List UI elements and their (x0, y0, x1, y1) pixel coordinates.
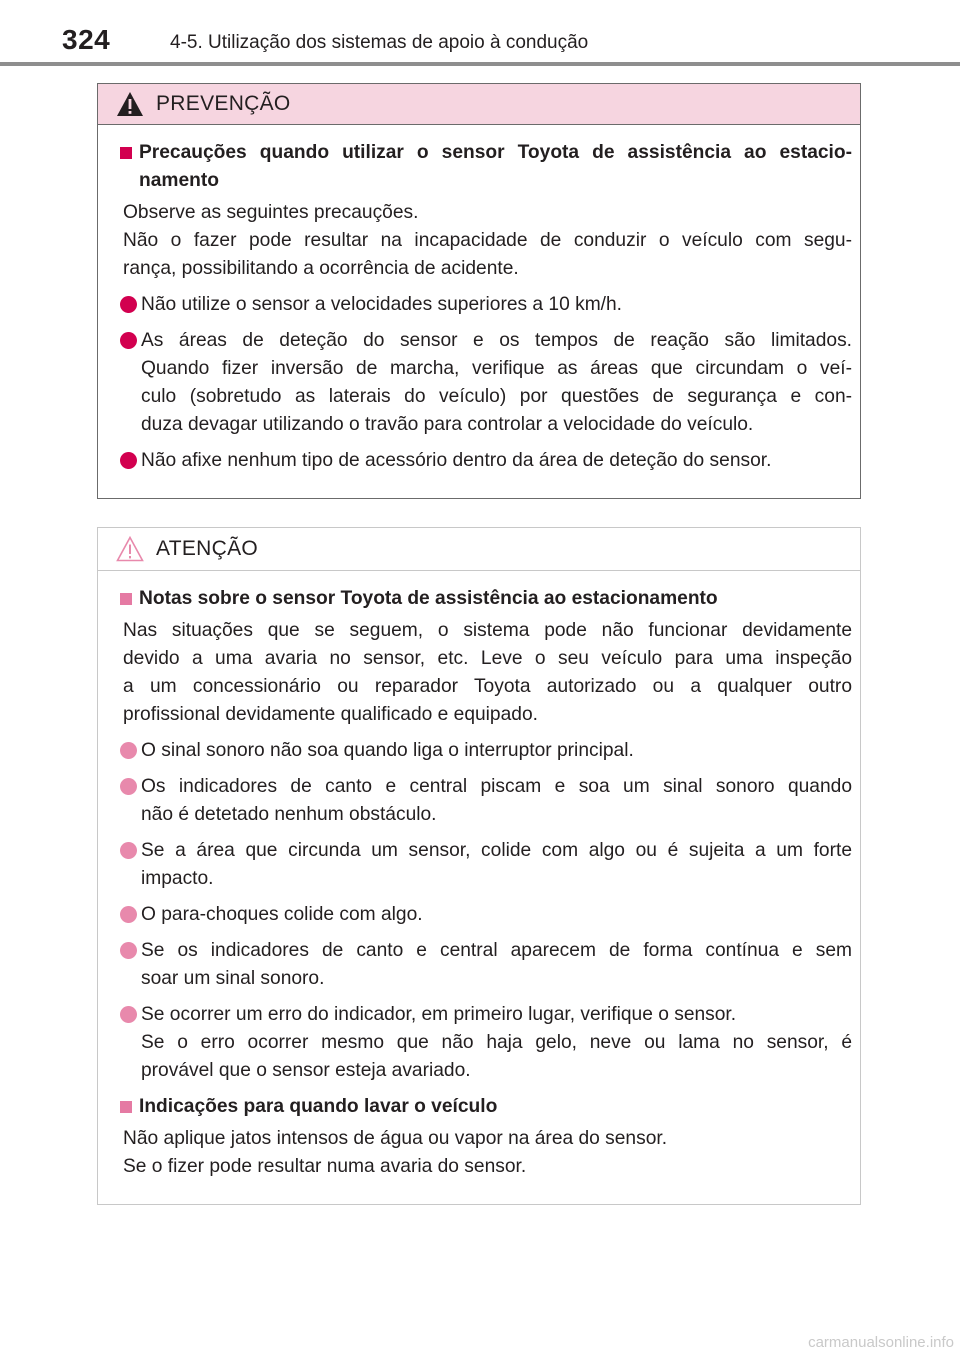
round-bullet-icon (120, 842, 137, 859)
paragraph-line: Observe as seguintes precauções. (123, 202, 419, 223)
watermark: carmanualsonline.info (808, 1334, 954, 1351)
warning-box-title: PREVENÇÃO (156, 92, 291, 115)
square-bullet-icon (120, 593, 132, 605)
notice-bullet (120, 1001, 852, 1085)
notice-subhead (120, 1093, 852, 1121)
bullet-line: O sinal sonoro não soa quando liga o interruptor principal. (141, 740, 634, 761)
paragraph-line: Nas situações que se seguem, o sistema pode não funcionar devidamente (123, 620, 852, 641)
page-number: 324 (62, 24, 111, 55)
paragraph-line: a um concessionário ou reparador Toyota autorizado ou a qualquer outro (123, 676, 852, 697)
round-bullet-icon (120, 332, 137, 349)
notice-box-title: ATENÇÃO (156, 537, 259, 560)
bullet-line: O para-choques colide com algo. (141, 904, 423, 925)
bullet-line: Não utilize o sensor a velocidades superiores a 10 km/h. (141, 294, 623, 315)
square-bullet-icon (120, 147, 132, 159)
notice-bullet (120, 773, 852, 829)
caution-triangle-icon (116, 536, 144, 562)
bullet-line: culo (sobretudo as laterais do veículo) por questões de segurança e con- (141, 386, 852, 407)
bullet-line: não é detetado nenhum obstáculo. (141, 804, 437, 825)
paragraph-line: Não o fazer pode resultar na incapacidade de conduzir o veículo com segu- (123, 230, 852, 251)
bullet-line: As áreas de deteção do sensor e os tempos de reação são limitados. (141, 330, 852, 351)
section-title: 4-5. Utilização dos sistemas de apoio à condução (170, 32, 589, 53)
notice-subhead-text: Indicações para quando lavar o veículo (139, 1096, 498, 1117)
notice-bullet (120, 737, 852, 765)
paragraph-line: Se o fizer pode resultar numa avaria do sensor. (123, 1156, 527, 1177)
round-bullet-icon (120, 778, 137, 795)
page-header (0, 0, 960, 70)
header-rule (0, 62, 960, 66)
warning-box (97, 83, 861, 499)
paragraph-line: profissional devidamente qualificado e equipado. (123, 704, 538, 725)
round-bullet-icon (120, 942, 137, 959)
warning-bullet (120, 327, 852, 439)
round-bullet-icon (120, 452, 137, 469)
bullet-line: Não afixe nenhum tipo de acessório dentro da área de deteção do sensor. (141, 450, 772, 471)
bullet-line: Quando fizer inversão de marcha, verifique as áreas que circundam o veí- (141, 358, 852, 379)
warning-triangle-icon (116, 91, 144, 117)
paragraph-line: rança, possibilitando a ocorrência de acidente. (123, 258, 519, 279)
bullet-line: soar um sinal sonoro. (141, 968, 325, 989)
notice-box (97, 527, 861, 1205)
round-bullet-icon (120, 906, 137, 923)
warning-bullet (120, 447, 852, 475)
square-bullet-icon (120, 1101, 132, 1113)
warning-subhead (120, 139, 852, 195)
notice-subhead-text: Notas sobre o sensor Toyota de assistência ao estacionamento (139, 588, 718, 609)
bullet-line: Se o erro ocorrer mesmo que não haja gelo, neve ou lama no sensor, é (141, 1032, 852, 1053)
warning-bullet (120, 291, 852, 319)
bullet-line: provável que o sensor esteja avariado. (141, 1060, 471, 1081)
notice-subhead (120, 585, 852, 613)
paragraph-line: Não aplique jatos intensos de água ou vapor na área do sensor. (123, 1128, 668, 1149)
bullet-line: duza devagar utilizando o travão para controlar a velocidade do veículo. (141, 414, 754, 435)
notice-bullet (120, 937, 852, 993)
notice-paragraph (120, 617, 852, 729)
round-bullet-icon (120, 1006, 137, 1023)
bullet-line: Se os indicadores de canto e central aparecem de forma contínua e sem (141, 940, 852, 961)
notice-bullet (120, 901, 852, 929)
warning-paragraph (120, 199, 852, 283)
warning-box-header (98, 84, 860, 125)
bullet-line: Se a área que circunda um sensor, colide com algo ou é sujeita a um forte (141, 840, 852, 861)
notice-paragraph (120, 1125, 852, 1181)
bullet-line: impacto. (141, 868, 214, 889)
warning-subhead-text: Precauções quando utilizar o sensor Toyota de assistência ao estacio- namento (139, 142, 852, 191)
paragraph-line: devido a uma avaria no sensor, etc. Leve o seu veículo para uma inspeção (123, 648, 852, 669)
bullet-line: Se ocorrer um erro do indicador, em primeiro lugar, verifique o sensor. (141, 1004, 737, 1025)
bullet-line: Os indicadores de canto e central piscam e soa um sinal sonoro quando (141, 776, 852, 797)
notice-box-header (98, 528, 860, 571)
round-bullet-icon (120, 742, 137, 759)
notice-bullet (120, 837, 852, 893)
round-bullet-icon (120, 296, 137, 313)
